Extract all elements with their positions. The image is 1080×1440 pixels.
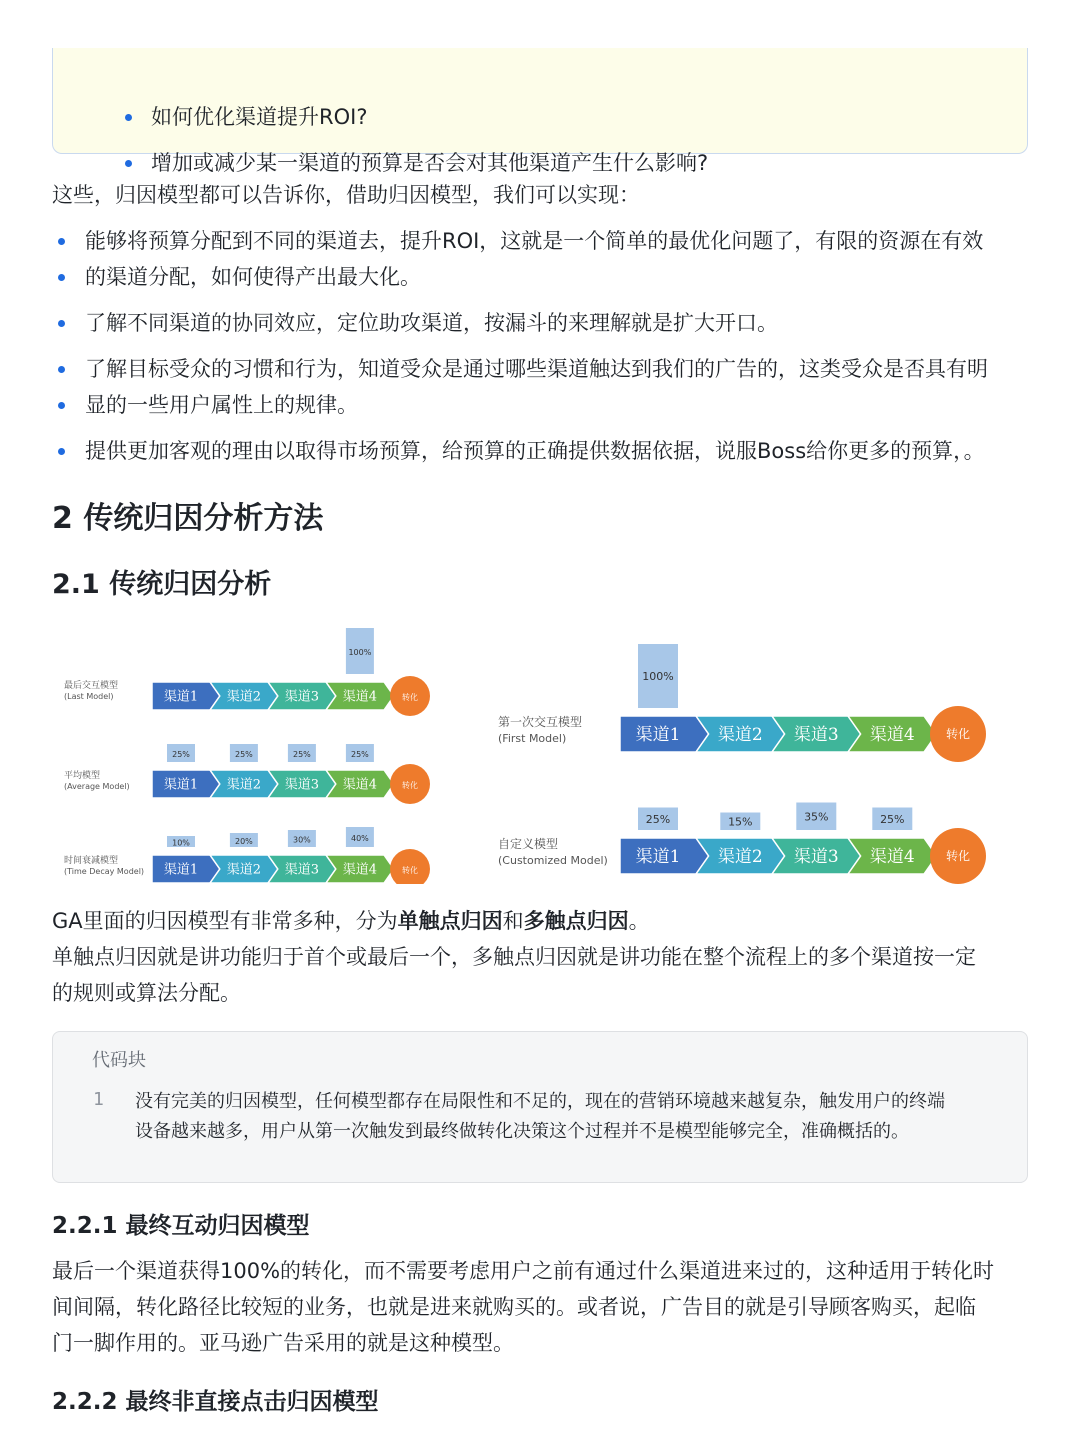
value-label: 35% bbox=[804, 810, 829, 824]
value-label: 25% bbox=[235, 750, 253, 759]
model-name-en: (Last Model) bbox=[64, 692, 114, 701]
channel-label: 渠道2 bbox=[717, 847, 763, 868]
callout-item: 如何优化渠道提升ROI? bbox=[151, 105, 368, 129]
value-label: 100% bbox=[642, 670, 674, 683]
value-label: 100% bbox=[348, 648, 372, 657]
list-item: 了解不同渠道的协同效应，定位助攻渠道，按漏斗的来理解就是扩大开口。 bbox=[85, 305, 778, 341]
channel-label: 渠道1 bbox=[163, 777, 199, 793]
channel-label: 渠道1 bbox=[163, 862, 199, 878]
ga-models-paragraph bbox=[52, 903, 650, 939]
section-heading: 2 传统归因分析方法 bbox=[52, 501, 324, 536]
channel-label: 渠道1 bbox=[635, 847, 681, 868]
code-line: 设备越来越多，用户从第一次触发到最终做转化决策这个过程并不是模型能够完全，准确概括的。 bbox=[135, 1121, 909, 1142]
channel-label: 渠道4 bbox=[869, 725, 915, 746]
subsection-heading: 2.1 传统归因分析 bbox=[52, 569, 272, 600]
paragraph-line: 的规则或算法分配。 bbox=[52, 981, 241, 1005]
model-name-en: (Time Decay Model) bbox=[64, 867, 145, 876]
convert-label: 转化 bbox=[945, 727, 971, 741]
para-text: 。 bbox=[628, 909, 650, 933]
subheading-2-2-1: 2.2.1 最终互动归因模型 bbox=[52, 1213, 310, 1239]
model-name: 第一次交互模型 bbox=[498, 715, 583, 729]
attribution-models-figure bbox=[52, 622, 1032, 884]
channel-label: 渠道3 bbox=[284, 862, 320, 878]
model-name: 平均模型 bbox=[64, 771, 101, 781]
para-text: GA里面的归因模型有非常多种，分为 bbox=[52, 909, 398, 933]
list-item: 能够将预算分配到不同的渠道去，提升ROI，这就是一个简单的最优化问题了，有限的资源在有效 bbox=[85, 223, 983, 259]
channel-label: 渠道3 bbox=[793, 847, 839, 868]
value-label: 15% bbox=[728, 815, 753, 829]
paragraph-line: 间间隔，转化路径比较短的业务，也就是进来就购买的。或者说，广告目的就是引导顾客购买，起临 bbox=[52, 1295, 976, 1319]
channel-label: 渠道2 bbox=[226, 689, 262, 705]
model-name-en: (Customized Model) bbox=[498, 854, 608, 867]
value-label: 30% bbox=[293, 835, 311, 845]
model-name: 最后交互模型 bbox=[64, 681, 119, 691]
convert-label: 转化 bbox=[945, 849, 971, 863]
bold-term: 多触点归因 bbox=[523, 909, 629, 933]
model-name: 自定义模型 bbox=[498, 837, 559, 851]
channel-label: 渠道1 bbox=[163, 689, 199, 705]
paragraph-line: 最后一个渠道获得100%的转化，而不需要考虑用户之前有通过什么渠道进来过的，这种适用于转化时 bbox=[52, 1259, 995, 1283]
para-text: 和 bbox=[502, 909, 524, 933]
channel-label: 渠道3 bbox=[284, 777, 320, 793]
value-label: 25% bbox=[293, 750, 311, 759]
list-item-continuation: 显的一些用户属性上的规律。 bbox=[85, 387, 358, 423]
model-name-en: (Average Model) bbox=[64, 782, 130, 791]
value-label: 25% bbox=[645, 812, 671, 826]
channel-label: 渠道3 bbox=[793, 725, 839, 746]
channel-label: 渠道4 bbox=[342, 689, 378, 705]
channel-label: 渠道4 bbox=[869, 847, 915, 868]
code-block-title: 代码块 bbox=[92, 1050, 146, 1071]
channel-label: 渠道2 bbox=[717, 725, 763, 746]
code-line: 没有完美的归因模型，任何模型都存在局限性和不足的，现在的营销环境越来越复杂，触发用户的终端 bbox=[135, 1091, 945, 1112]
channel-label: 渠道4 bbox=[342, 862, 378, 878]
channel-label: 渠道2 bbox=[226, 862, 262, 878]
model-name-en: (First Model) bbox=[498, 732, 567, 745]
channel-label: 渠道1 bbox=[635, 725, 681, 746]
channel-label: 渠道3 bbox=[284, 689, 320, 705]
intro-paragraph: 这些，归因模型都可以告诉你，借助归因模型，我们可以实现： bbox=[52, 183, 640, 207]
value-label: 40% bbox=[351, 834, 369, 843]
value-label: 10% bbox=[172, 838, 190, 848]
callout-item: 增加或减少某一渠道的预算是否会对其他渠道产生什么影响? bbox=[151, 151, 709, 175]
channel-label: 渠道2 bbox=[226, 777, 262, 793]
convert-label: 转化 bbox=[402, 693, 418, 702]
value-label: 20% bbox=[235, 837, 253, 846]
callout-box bbox=[52, 48, 1028, 175]
value-label: 25% bbox=[172, 750, 190, 759]
bold-term: 单触点归因 bbox=[397, 909, 503, 933]
value-label: 25% bbox=[351, 750, 369, 759]
list-item: 了解目标受众的习惯和行为，知道受众是通过哪些渠道触达到我们的广告的，这类受众是否具有明 bbox=[85, 351, 988, 387]
value-label: 25% bbox=[880, 812, 905, 826]
model-name: 时间衰减模型 bbox=[64, 856, 119, 866]
subheading-2-2-2: 2.2.2 最终非直接点击归因模型 bbox=[52, 1389, 379, 1415]
paragraph-line: 门一脚作用的。亚马逊广告采用的就是这种模型。 bbox=[52, 1331, 514, 1355]
paragraph-line: 单触点归因就是讲功能归于首个或最后一个，多触点归因就是讲功能在整个流程上的多个渠道按一定 bbox=[52, 945, 976, 969]
code-block bbox=[52, 1031, 1028, 1183]
list-item-continuation: 的渠道分配，如何使得产出最大化。 bbox=[85, 259, 421, 295]
channel-label: 渠道4 bbox=[342, 777, 378, 793]
list-item: 提供更加客观的理由以取得市场预算，给预算的正确提供数据依据，说服Boss给你更多的预算，。 bbox=[85, 433, 985, 469]
line-number: 1 bbox=[93, 1089, 104, 1110]
convert-label: 转化 bbox=[402, 866, 418, 875]
convert-label: 转化 bbox=[402, 781, 418, 790]
